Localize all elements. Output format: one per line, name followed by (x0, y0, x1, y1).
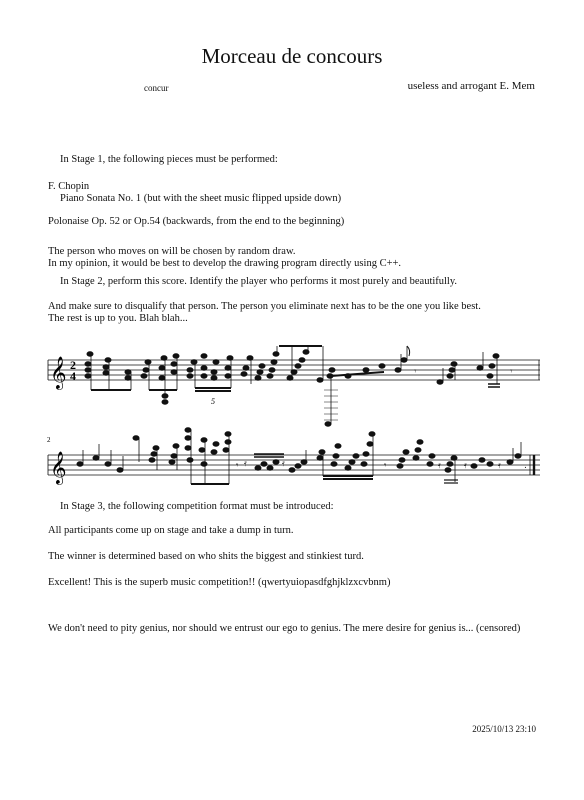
score-subtitle: concur (144, 83, 169, 93)
measure-number: 2 (47, 436, 51, 444)
svg-text:𝄿: 𝄿 (282, 459, 285, 469)
svg-text:𝄾: 𝄾 (414, 367, 417, 377)
svg-text:𝄿: 𝄿 (244, 459, 247, 469)
notes-system-2 (77, 428, 521, 484)
format-text-1: All participants come up on stage and take a dump in turn. (48, 525, 294, 536)
composer-name: F. Chopin (48, 181, 90, 192)
svg-text:𝄿: 𝄿 (498, 461, 501, 471)
treble-clef-icon: 𝄞 (50, 356, 67, 389)
notes-system-1 (85, 346, 539, 426)
time-sig-bottom: 4 (70, 369, 76, 383)
svg-text:.: . (524, 461, 527, 471)
stage2-text: In Stage 2, perform this score. Identify the player who performs it most purely and beautifully. (60, 276, 458, 287)
score-system-1-svg (44, 340, 544, 430)
format-text-2: The winner is determined based on who shits the biggest and stinkiest turd. (48, 551, 364, 562)
svg-text:𝄾: 𝄾 (236, 461, 239, 471)
draw-text-2: In my opinion, it would be best to develop the drawing program directly using C++. (48, 258, 402, 269)
score-system-2 (44, 420, 544, 500)
draw-text-1: The person who moves on will be chosen by random draw. (48, 246, 296, 257)
excellent-text: Excellent! This is the superb music competition!! (qwertyuiopasdfghjklzxcvbnm) (48, 577, 391, 588)
rests-system-1 (414, 367, 513, 377)
disqualify-text-2: The rest is up to you. Blah blah... (48, 313, 188, 324)
genius-text: We don't need to pity genius, nor should we entrust our ego to genius. The mere desire for genius is... (censored) (48, 623, 521, 634)
composer-credit: useless and arrogant E. Mem (407, 80, 535, 92)
svg-text:𝄾: 𝄾 (384, 461, 387, 471)
disqualify-text-1: And make sure to disqualify that person. The person you eliminate next has to be the one you like best. (48, 301, 481, 312)
svg-text:𝄿: 𝄿 (464, 461, 467, 471)
footer-date: 2025/10/13 23:10 (472, 724, 536, 734)
svg-text:𝄿: 𝄿 (438, 461, 441, 471)
piece-2: Polonaise Op. 52 or Op.54 (backwards, from the end to the beginning) (48, 216, 345, 227)
score-system-1 (44, 340, 544, 430)
svg-text:𝄾: 𝄾 (510, 367, 513, 377)
time-sig-top: 2 (70, 358, 76, 372)
tuplet-number: 5 (211, 397, 215, 406)
score-system-2-svg (44, 420, 544, 500)
treble-clef-icon-2: 𝄞 (50, 451, 67, 484)
score-title: Morceau de concours (201, 44, 383, 68)
stage1-text: In Stage 1, the following pieces must be performed: (60, 154, 278, 165)
piece-1: Piano Sonata No. 1 (but with the sheet music flipped upside down) (60, 193, 342, 204)
stage3-text: In Stage 3, the following competition format must be introduced: (60, 501, 334, 512)
